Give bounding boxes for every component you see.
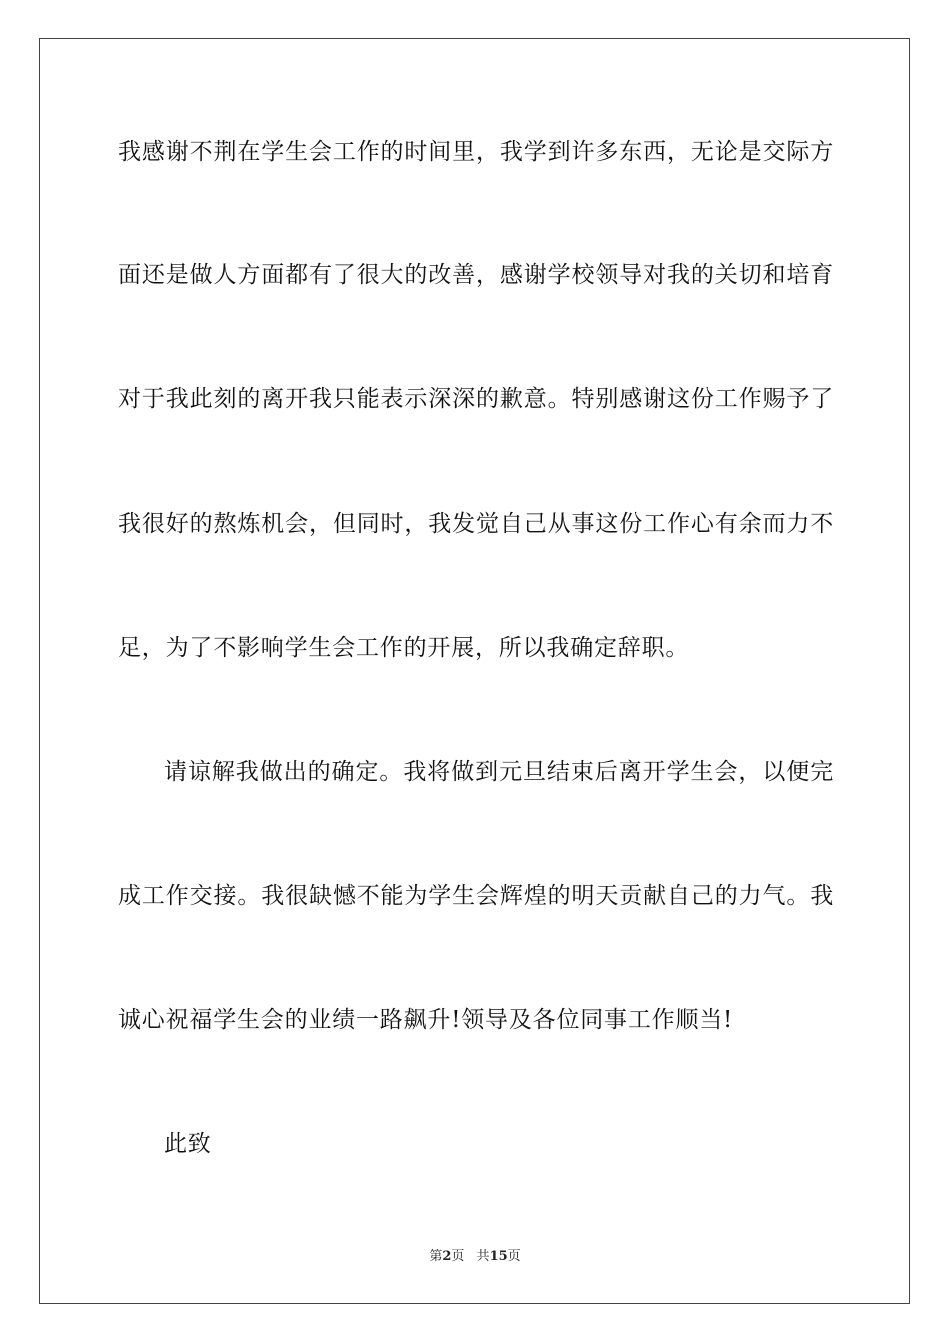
page-prefix: 第	[429, 1249, 443, 1264]
body-line-8: 诚心祝福学生会的业绩一路飙升!领导及各位同事工作顺当!	[118, 1007, 734, 1033]
body-line-1: 我感谢不荆在学生会工作的时间里，我学到许多东西，无论是交际方	[118, 139, 834, 165]
total-suffix: 页	[507, 1249, 521, 1264]
total-pages: 15	[489, 1249, 508, 1264]
body-line-3: 对于我此刻的离开我只能表示深深的歉意。特别感谢这份工作赐予了	[118, 386, 834, 412]
page-suffix: 页	[451, 1249, 465, 1264]
body-line-6: 请谅解我做出的确定。我将做到元旦结束后离开学生会，以便完	[164, 759, 834, 785]
page-number: 2	[442, 1249, 452, 1264]
closing-salutation: 此致	[164, 1131, 212, 1157]
total-pages-indicator	[477, 1249, 521, 1264]
current-page-indicator	[429, 1249, 464, 1264]
body-line-2: 面还是做人方面都有了很大的改善，感谢学校领导对我的关切和培育	[118, 262, 834, 288]
body-line-4: 我很好的熬炼机会，但同时，我发觉自己从事这份工作心有余而力不	[118, 511, 834, 537]
total-prefix: 共	[476, 1249, 490, 1264]
body-line-7: 成工作交接。我很缺憾不能为学生会辉煌的明天贡献自己的力气。我	[118, 883, 834, 909]
page-border	[39, 38, 910, 1304]
page-footer	[0, 1248, 950, 1266]
body-line-5: 足，为了不影响学生会工作的开展，所以我确定辞职。	[118, 635, 690, 661]
